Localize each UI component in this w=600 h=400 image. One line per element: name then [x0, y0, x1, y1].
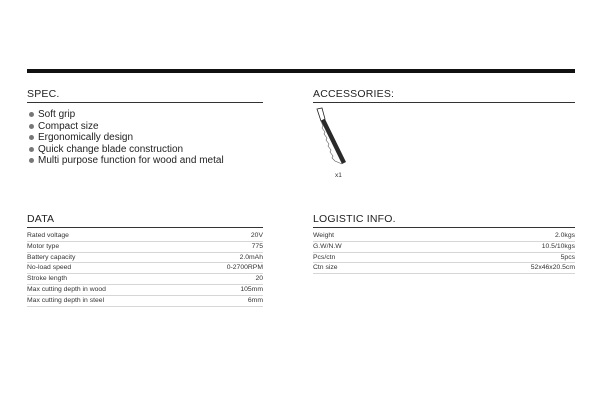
table-row: Weight 2.0kgs	[313, 231, 575, 242]
table-row: Ctn size 52x46x20.5cm	[313, 263, 575, 274]
top-divider	[27, 69, 575, 73]
spec-item: Quick change blade construction	[27, 144, 263, 156]
accessory-item	[313, 107, 575, 179]
table-row: Max cutting depth in steel 6mm	[27, 296, 263, 307]
logistic-title: LOGISTIC INFO.	[313, 213, 575, 228]
table-row: Stroke length 20	[27, 274, 263, 285]
logistic-section	[313, 213, 575, 274]
spec-item: Soft grip	[27, 109, 263, 121]
bullet-icon	[29, 147, 34, 152]
spec-item: Ergonomically design	[27, 132, 263, 144]
data-table	[27, 231, 263, 307]
spec-list	[27, 109, 263, 167]
spec-section	[27, 88, 263, 167]
saw-blade-icon	[313, 107, 353, 169]
data-title: DATA	[27, 213, 263, 228]
bullet-icon	[29, 135, 34, 140]
accessories-section	[313, 88, 575, 179]
bullet-icon	[29, 158, 34, 163]
table-row: No-load speed 0-2700RPM	[27, 263, 263, 274]
bullet-icon	[29, 112, 34, 117]
data-section	[27, 213, 263, 307]
spec-title: SPEC.	[27, 88, 263, 103]
table-row: Rated voltage 20V	[27, 231, 263, 242]
table-row: Pcs/ctn 5pcs	[313, 253, 575, 264]
table-row: Motor type 775	[27, 242, 263, 253]
accessories-title: ACCESSORIES:	[313, 88, 575, 103]
accessory-quantity: x1	[335, 172, 342, 179]
table-row: Max cutting depth in wood 105mm	[27, 285, 263, 296]
spec-item: Compact size	[27, 121, 263, 133]
table-row: Battery capacity 2.0mAh	[27, 253, 263, 264]
table-row: G.W/N.W 10.5/10kgs	[313, 242, 575, 253]
logistic-table	[313, 231, 575, 274]
bullet-icon	[29, 124, 34, 129]
spec-item: Multi purpose function for wood and metal	[27, 155, 263, 167]
